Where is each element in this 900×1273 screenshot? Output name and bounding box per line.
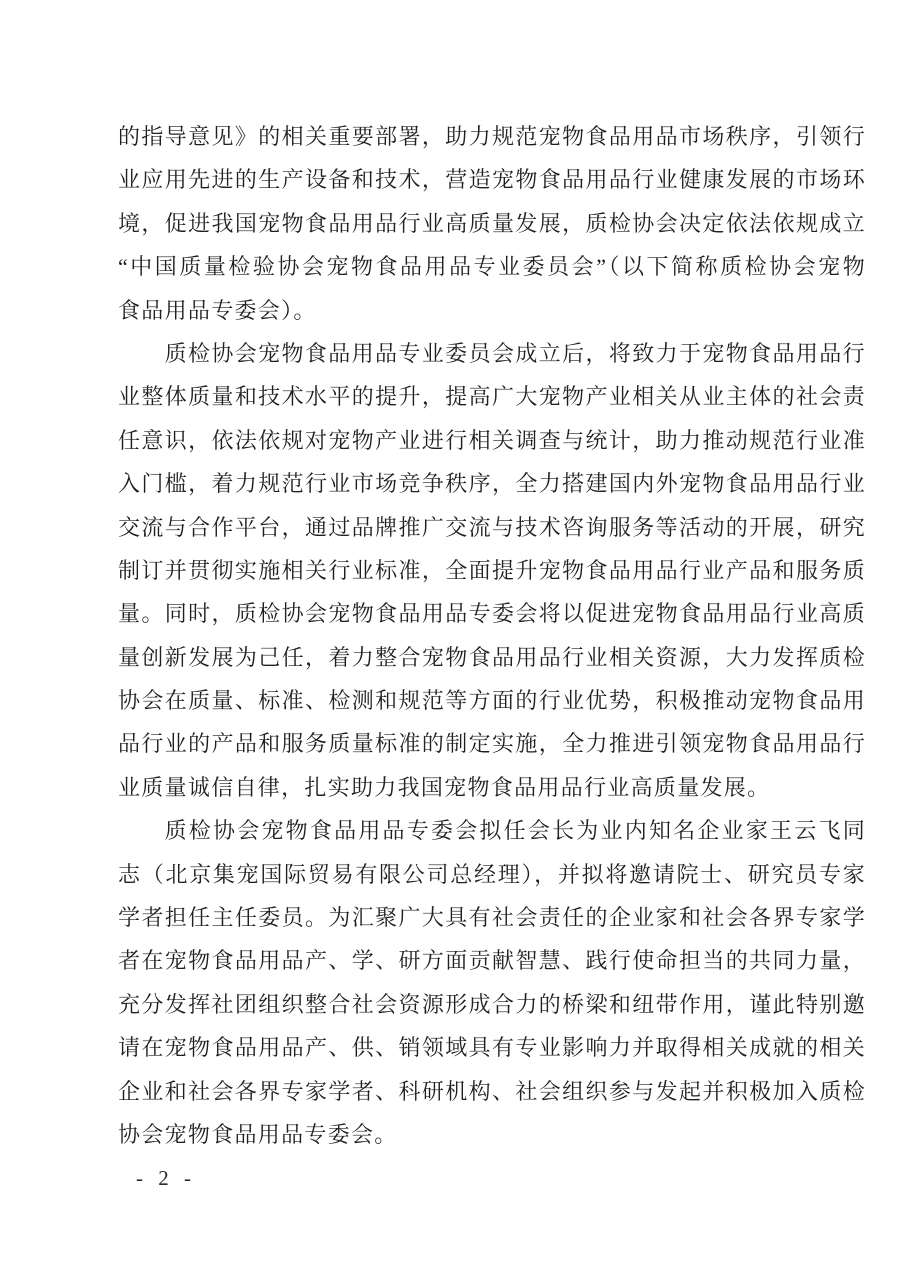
text-line: 企业和社会各界专家学者、科研机构、社会组织参与发起并积极加入质检 [118, 1078, 866, 1104]
text-line: 业整体质量和技术水平的提升，提高广大宠物产业相关从业主体的社会责 [118, 384, 866, 410]
text-line: 量。同时，质检协会宠物食品用品专委会将以促进宠物食品用品行业高质 [118, 601, 866, 627]
text-line: 任意识，依法依规对宠物产业进行相关调查与统计，助力推动规范行业准 [118, 427, 866, 453]
page-number: - 2 - [136, 1166, 196, 1190]
text-line: 者在宠物食品用品产、学、研方面贡献智慧、践行使命担当的共同力量， [118, 948, 866, 974]
text-line: “中国质量检验协会宠物食品用品专业委员会”（以下简称质检协会宠物 [118, 254, 866, 280]
text-line: 食品用品专委会）。 [118, 297, 317, 323]
text-line: 充分发挥社团组织整合社会资源形成合力的桥梁和纽带作用，谨此特别邀 [118, 991, 866, 1017]
text-line: 协会宠物食品用品专委会。 [118, 1121, 398, 1147]
text-line: 入门槛，着力规范行业市场竞争秩序，全力搭建国内外宠物食品用品行业 [118, 471, 866, 497]
text-line: 的指导意见》的相关重要部署，助力规范宠物食品用品市场秩序，引领行 [118, 124, 866, 149]
text-line: 质检协会宠物食品用品专业委员会成立后，将致力于宠物食品用品行 [164, 340, 866, 366]
text-line: 志（北京集宠国际贸易有限公司总经理），并拟将邀请院士、研究员专家 [118, 861, 866, 887]
text-line: 境，促进我国宠物食品用品行业高质量发展，质检协会决定依法依规成立 [118, 210, 866, 236]
text-line: 请在宠物食品用品产、供、销领域具有专业影响力并取得相关成就的相关 [118, 1035, 866, 1061]
text-line: 业质量诚信自律，扎实助力我国宠物食品用品行业高质量发展。 [118, 774, 771, 800]
text-line: 业应用先进的生产设备和技术，营造宠物食品用品行业健康发展的市场环 [118, 167, 866, 193]
document-body [118, 115, 866, 1156]
text-line: 协会在质量、标准、检测和规范等方面的行业优势，积极推动宠物食品用 [118, 688, 866, 714]
text-line: 制订并贯彻实施相关行业标准，全面提升宠物食品用品行业产品和服务质 [118, 557, 866, 583]
text-line: 品行业的产品和服务质量标准的制定实施，全力推进引领宠物食品用品行 [118, 731, 866, 757]
text-line: 质检协会宠物食品用品专委会拟任会长为业内知名企业家王云飞同 [164, 818, 866, 844]
text-line: 交流与合作平台，通过品牌推广交流与技术咨询服务等活动的开展，研究 [118, 514, 866, 540]
text-line: 学者担任主任委员。为汇聚广大具有社会责任的企业家和社会各界专家学 [118, 905, 866, 931]
text-line: 量创新发展为己任，着力整合宠物食品用品行业相关资源，大力发挥质检 [118, 644, 866, 670]
